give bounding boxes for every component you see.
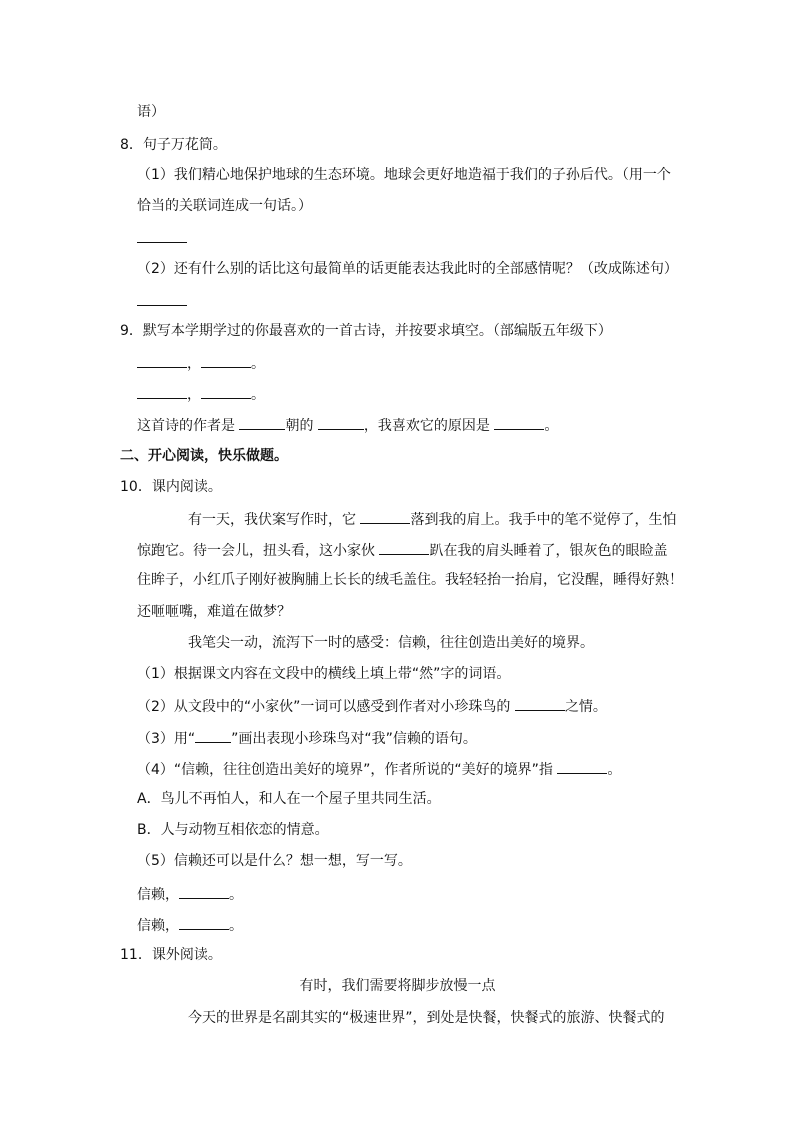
q10-option-a[interactable]: A．鸟儿不再怕人，和人在一个屋子里共同生活。 xyxy=(137,791,441,807)
q8-part2: （2）还有什么别的话比这句最简单的话更能表达我此时的全部感情呢？（改成陈述句） xyxy=(137,261,678,277)
q8-part2-answer[interactable] xyxy=(137,291,187,311)
q10-sub3: （3）用“ ”画出表现小珍珠鸟对“我”信赖的语句。 xyxy=(137,728,477,748)
q8-part1-line2: 恰当的关联词连成一句话。） xyxy=(137,198,312,214)
answer-blank[interactable] xyxy=(318,415,364,430)
answer-blank[interactable] xyxy=(137,353,187,368)
q9-author-line: 这首诗的作者是 朝的 ，我喜欢它的原因是 。 xyxy=(137,415,558,435)
answer-blank[interactable] xyxy=(137,228,187,243)
q10-option-b[interactable]: B．人与动物互相依恋的情意。 xyxy=(137,822,329,838)
q9-poem-line1: ， 。 xyxy=(137,353,265,373)
q10-sub1: （1）根据课文内容在文段中的横线上填上带“然”字的词语。 xyxy=(137,666,511,682)
q10-passage-line4: 还咂咂嘴，难道在做梦？ xyxy=(137,604,291,620)
section-heading: 二、开心阅读，快乐做题。 xyxy=(120,448,288,464)
answer-blank[interactable] xyxy=(239,415,285,430)
q10-sub4: （4）“信赖，往往创造出美好的境界”，作者所说的“美好的境界”指 。 xyxy=(137,759,621,779)
q10-passage-line2: 惊跑它。待一会儿，扭头看，这小家伙 趴在我的肩头睡着了，银灰色的眼睑盖 xyxy=(137,540,667,560)
q10-passage-para2: 我笔尖一动，流泻下一时的感受：信赖，往往创造出美好的境界。 xyxy=(188,635,594,651)
article-title: 有时，我们需要将脚步放慢一点 xyxy=(299,978,496,994)
answer-blank[interactable] xyxy=(201,384,251,399)
answer-blank[interactable] xyxy=(179,884,229,899)
answer-blank[interactable] xyxy=(137,291,187,306)
q10-title: 10．课内阅读。 xyxy=(120,479,222,495)
q9-poem-line2: ， 。 xyxy=(137,384,265,404)
answer-blank[interactable] xyxy=(179,915,229,930)
q10-sub2: （2）从文段中的“小家伙”一词可以感受到作者对小珍珠鸟的 之情。 xyxy=(137,696,607,716)
underline-sample xyxy=(195,728,231,743)
q10-passage-line1: 有一天，我伏案写作时，它 落到我的肩上。我手中的笔不觉停了，生怕 xyxy=(188,509,676,529)
q11-title: 11．课外阅读。 xyxy=(120,947,222,963)
q8-part1-answer[interactable] xyxy=(137,228,187,248)
q8-title: 8．句子万花筒。 xyxy=(120,137,227,153)
continuation-text: 语） xyxy=(137,104,165,120)
answer-blank[interactable] xyxy=(137,384,187,399)
answer-blank[interactable] xyxy=(360,509,410,524)
answer-blank[interactable] xyxy=(557,759,607,774)
article-para1: 今天的世界是名副其实的“极速世界”，到处是快餐，快餐式的旅游、快餐式的 xyxy=(188,1010,665,1026)
answer-blank[interactable] xyxy=(379,540,429,555)
q9-title: 9．默写本学期学过的你最喜欢的一首古诗，并按要求填空。（部编版五年级下） xyxy=(120,323,612,339)
q8-part1-line1: （1）我们精心地保护地球的生态环境。地球会更好地造福于我们的子孙后代。（用一个 xyxy=(137,167,671,183)
answer-blank[interactable] xyxy=(201,353,251,368)
q10-sub5: （5）信赖还可以是什么？想一想，写一写。 xyxy=(137,853,412,869)
q10-trust-line1: 信赖， 。 xyxy=(137,884,243,904)
q10-passage-line3: 住眸子，小红爪子刚好被胸脯上长长的绒毛盖住。我轻轻抬一抬肩，它没醒，睡得好熟！ xyxy=(137,572,683,588)
q10-trust-line2: 信赖， 。 xyxy=(137,915,243,935)
answer-blank[interactable] xyxy=(494,415,544,430)
answer-blank[interactable] xyxy=(515,696,565,711)
